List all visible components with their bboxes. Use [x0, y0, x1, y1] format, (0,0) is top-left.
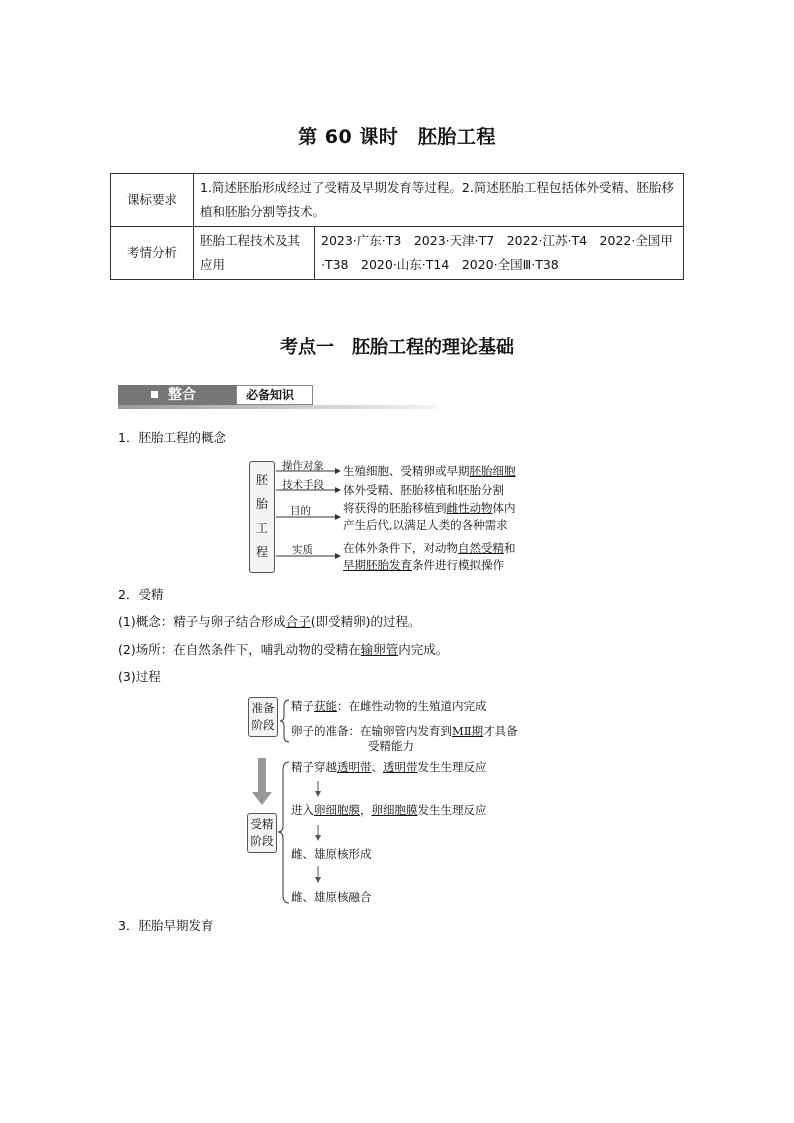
analysis-topic: 胚胎工程技术及其应用: [194, 227, 315, 280]
fert-step-4: 雌、雄原核融合: [291, 890, 372, 904]
section3-heading: 3．胚胎早期发育: [118, 918, 214, 933]
branch-text-essence-line2: 早期胚胎发育条件进行模拟操作: [343, 558, 504, 572]
banner-main-label: 整合: [168, 387, 196, 403]
branch-text-purpose: 将获得的胚胎移植到雌性动物体内: [343, 501, 516, 515]
fertilization-site: (2)场所：在自然条件下，哺乳动物的受精在输卵管内完成。: [118, 642, 449, 657]
egg-preparation: 卵子的准备：在输卵管内发育到MⅡ期才具备: [291, 724, 518, 738]
table-header-analysis: 考情分析: [111, 227, 194, 280]
fert-stage-label: 受精 阶段: [250, 817, 274, 848]
requirements-content: 1.简述胚胎形成经过了受精及早期发育等过程。2.简述胚胎工程包括体外受精、胚胎移植和胚胎分割等技术。: [194, 174, 684, 227]
table-header-requirements: 课标要求: [111, 174, 194, 227]
analysis-sources: 2023·广东·T3 2023·天津·T7 2022·江苏·T4 2022·全国甲·T38 2020·山东·T14 2020·全国Ⅲ·T38: [315, 227, 684, 280]
section-title: 考点一 胚胎工程的理论基础: [280, 337, 514, 358]
fertilization-process-heading: (3)过程: [118, 669, 161, 684]
page-title: 第 60 课时 胚胎工程: [298, 126, 496, 148]
fert-step-1: 精子穿越透明带、透明带发生生理反应: [291, 760, 487, 774]
sperm-capacitation: 精子获能：在雌性动物的生殖道内完成: [291, 699, 487, 713]
branch-text-technique: 体外受精、胚胎移植和胚胎分割: [343, 483, 504, 497]
banner-tag-label: 必备知识: [246, 388, 295, 402]
concept-box-text: 胚 胎 工 程: [255, 473, 268, 559]
prep-stage-label: 准备 阶段: [251, 701, 275, 732]
branch-text-purpose-line2: 产生后代,以满足人类的各种需求: [343, 518, 508, 532]
fertilization-concept: (1)概念：精子与卵子结合形成合子(即受精卵)的过程。: [118, 614, 421, 629]
branch-label-technique: 技术手段: [282, 479, 324, 491]
branch-text-essence: 在体外条件下，对动物自然受精和: [343, 541, 516, 555]
branch-label-purpose: 目的: [290, 505, 311, 517]
egg-preparation-line2: 受精能力: [368, 739, 414, 753]
fert-step-2: 进入卵细胞膜，卵细胞膜发生生理反应: [291, 803, 487, 817]
branch-label-essence: 实质: [292, 544, 313, 556]
branch-text-object: 生殖细胞、受精卵或早期胚胎细胞: [343, 464, 516, 478]
section1-heading: 1．胚胎工程的概念: [118, 430, 226, 445]
section2-heading: 2．受精: [118, 587, 164, 602]
branch-label-object: 操作对象: [282, 460, 324, 472]
fert-step-3: 雌、雄原核形成: [291, 847, 372, 861]
